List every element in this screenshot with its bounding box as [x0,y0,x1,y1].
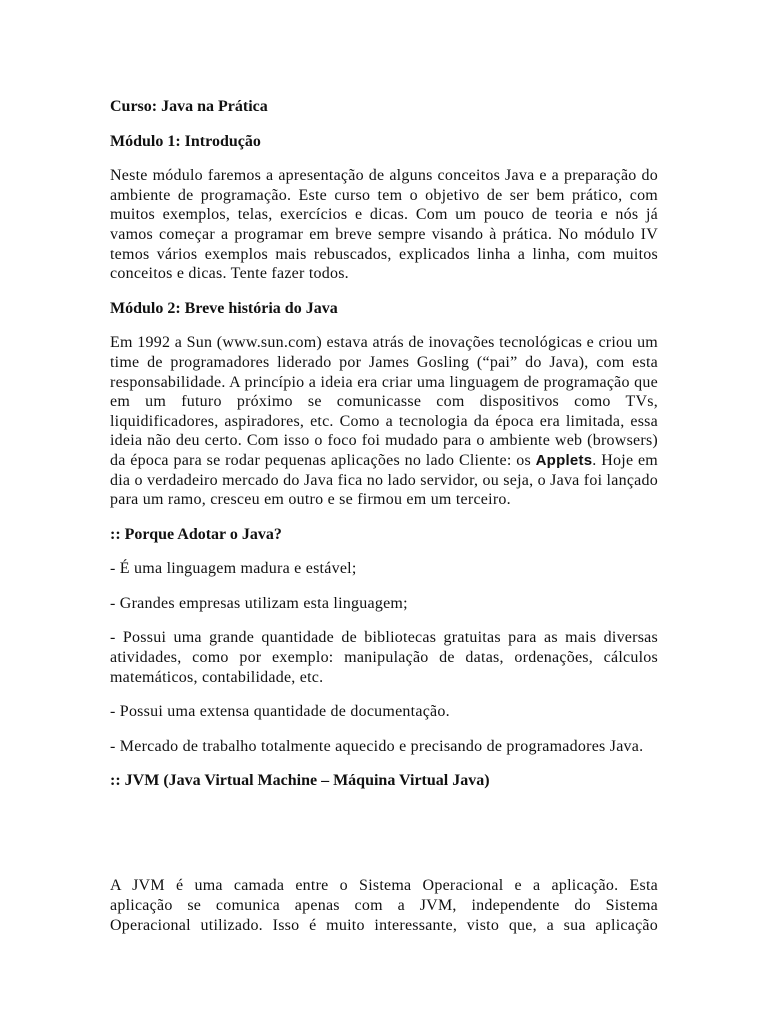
list-item: - Grandes empresas utilizam esta linguagem; [110,594,408,612]
list-item: - É uma linguagem madura e estável; [110,560,357,578]
document-page [110,97,658,791]
list-item: - Possui uma grande quantidade de bibliotecas gratuitas para as mais diversas atividades, como por exemplo: manipulação de datas, ordenações, cálculos matemáticos, contabilidade, etc. [110,629,658,686]
jvm-paragraph-line: Operacional utilizado. Isso é muito interessante, visto que, a sua aplicação [110,917,658,934]
list-item: - Mercado de trabalho totalmente aquecido e precisando de programadores Java. [110,737,644,755]
module2-paragraph [110,333,658,509]
jvm-paragraph-line: A JVM é uma camada entre o Sistema Operacional e a aplicação. Esta [110,877,658,894]
jvm-paragraph-line: aplicação se comunica apenas com a JVM, independente do Sistema [110,897,658,914]
jvm-heading: :: JVM (Java Virtual Machine – Máquina Virtual Java) [110,772,490,790]
module2-text-before: Em 1992 a Sun (www.sun.com) estava atrás de inovações tecnológicas e criou um time de programadores liderado por James Gosling (“pai” do Java), com esta responsabilidade. A princípio a ideia era criar uma linguagem de programação que em um futuro próximo se comunicasse com dispositivos como TVs, liquidificadores, aspiradores, etc. Como a tecnologia da época era limitada, essa ideia não deu certo. Com isso o foco foi mudado para o ambiente web (browsers) da época para se rodar pequenas aplicações no lado Cliente: os [110,334,658,469]
module1-heading: Módulo 1: Introdução [110,132,261,150]
list-item: - Possui uma extensa quantidade de documentação. [110,703,450,721]
applets-term: Applets [535,451,593,469]
module1-paragraph: Neste módulo faremos a apresentação de alguns conceitos Java e a preparação do ambiente de programação. Este curso tem o objetivo de ser bem prático, com muitos exemplos, telas, exercícios e dicas. Com um pouco de teoria e nós já vamos começar a programar em breve sempre visando à prática. No módulo IV temos vários exemplos mais rebuscados, explicados linha a linha, com muitos conceitos e dicas. Tente fazer todos. [110,167,658,283]
why-java-heading: :: Porque Adotar o Java? [110,525,282,543]
module2-heading: Módulo 2: Breve história do Java [110,299,338,317]
why-java-list [110,559,658,756]
module2-text-after: . Hoje em dia o verdadeiro mercado do Java fica no lado servidor, ou seja, o Java foi lançado para um ramo, cresceu em outro e se firmou em um terceiro. [110,451,658,509]
course-title: Curso: Java na Prática [110,98,268,115]
